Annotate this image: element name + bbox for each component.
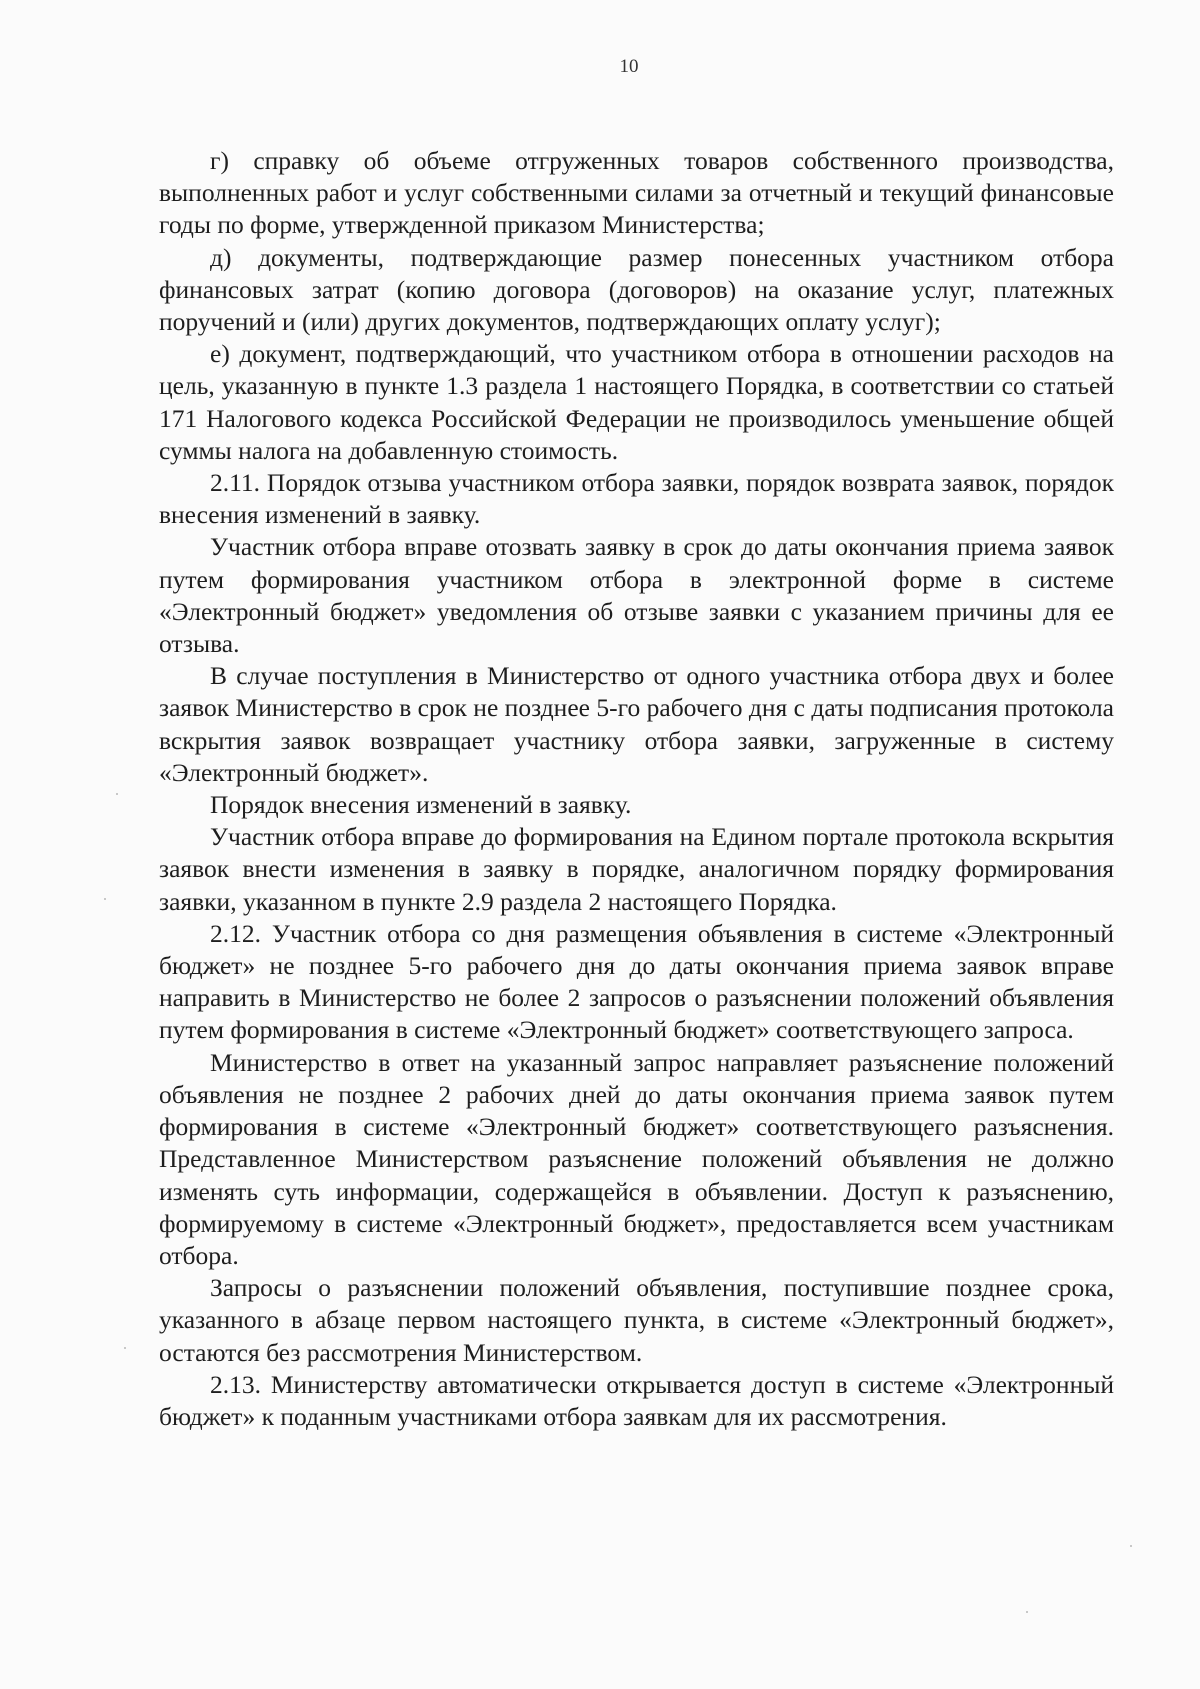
paragraph-section-2-13: 2.13. Министерству автоматически открывается доступ в системе «Электронный бюджет» к поданным участниками отбора заявкам для их рассмотрения. <box>159 1369 1114 1431</box>
paragraph-late-requests: Запросы о разъяснении положений объявления, поступившие позднее срока, указанного в абзаце первом настоящего пункта, в системе «Электронный бюджет», остаются без рассмотрения Министерством. <box>159 1273 1114 1367</box>
paragraph-section-2-11: 2.11. Порядок отзыва участником отбора заявки, порядок возврата заявок, порядок внесения изменений в заявку. <box>159 468 1114 530</box>
paragraph-item-g: г) справку об объеме отгруженных товаров собственного производства, выполненных работ и услуг собственными силами за отчетный и текущий финансовые годы по форме, утвержденной приказом Министерства; <box>159 146 1114 240</box>
scan-speck <box>104 898 106 900</box>
page-number: 10 <box>619 56 639 77</box>
scan-speck <box>124 1347 126 1349</box>
paragraph-withdrawal: Участник отбора вправе отозвать заявку в срок до даты окончания приема заявок путем формирования участником отбора в электронной форме в системе «Электронный бюджет» уведомления об отзыве заявки с указанием причины для ее отзыва. <box>159 532 1114 659</box>
paragraph-item-e: е) документ, подтверждающий, что участником отбора в отношении расходов на цель, указанную в пункте 1.3 раздела 1 настоящего Порядка, в соответствии со статьей 171 Налогового кодекса Российской Федерации не производилось уменьшение общей суммы налога на добавленную стоимость. <box>159 339 1114 465</box>
document-body <box>159 145 1114 1433</box>
scan-speck <box>1130 1545 1132 1547</box>
paragraph-changes-heading: Порядок внесения изменений в заявку. <box>210 790 632 820</box>
scan-speck <box>1026 1611 1028 1613</box>
paragraph-item-d: д) документы, подтверждающие размер понесенных участником отбора финансовых затрат (копию договора (договоров) на оказание услуг, платежных поручений и (или) других документов, подтверждающих оплату услуг); <box>159 242 1114 337</box>
paragraph-multiple-applications: В случае поступления в Министерство от одного участника отбора двух и более заявок Министерство в срок не позднее 5-го рабочего дня с даты подписания протокола вскрытия заявок возвращает участнику отбора заявки, загруженные в систему «Электронный бюджет». <box>159 661 1114 787</box>
scan-speck <box>116 793 118 795</box>
paragraph-section-2-12: 2.12. Участник отбора со дня размещения объявления в системе «Электронный бюджет» не позднее 5-го рабочего дня до даты окончания приема заявок вправе направить в Министерство не более 2 запросов о разъяснении положений объявления путем формирования в системе «Электронный бюджет» соответствующего запроса. <box>159 918 1114 1045</box>
paragraph-changes: Участник отбора вправе до формирования на Едином портале протокола вскрытия заявок внести изменения в заявку в порядке, аналогичном порядку формирования заявки, указанном в пункте 2.9 раздела 2 настоящего Порядка. <box>159 822 1114 916</box>
paragraph-clarification-response: Министерство в ответ на указанный запрос направляет разъяснение положений объявления не позднее 2 рабочих дней до даты окончания приема заявок путем формирования в системе «Электронный бюджет» соответствующего разъяснения. Представленное Министерством разъяснение положений объявления не должно изменять суть информации, содержащейся в объявлении. Доступ к разъяснению, формируемому в системе «Электронный бюджет», предоставляется всем участникам отбора. <box>159 1047 1114 1270</box>
